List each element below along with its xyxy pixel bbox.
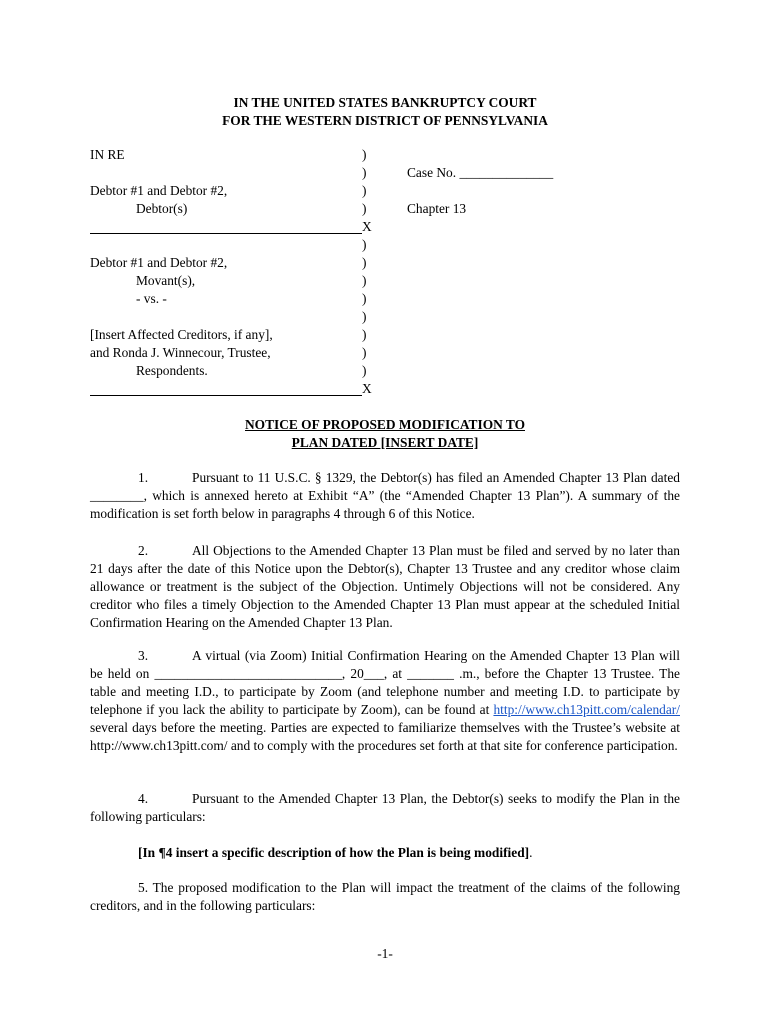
caption-paren: ) bbox=[362, 363, 367, 378]
paragraph-text: several days before the meeting. Parties are expected to familiarize themselves with the Trustee’s website at http://www.ch13pitt.com/ and to comply with the procedures set forth at that site for conference participation. bbox=[90, 720, 680, 753]
paragraph-text: Pursuant to the Amended Chapter 13 Plan, the Debtor(s) seeks to modify the Plan in the following particulars: bbox=[90, 791, 680, 824]
caption-paren: ) bbox=[362, 201, 367, 216]
movant-names: Debtor #1 and Debtor #2, bbox=[90, 255, 228, 270]
caption-paren: ) bbox=[362, 291, 367, 306]
case-caption bbox=[90, 146, 630, 406]
caption-x-mark: X bbox=[362, 381, 372, 396]
page-number: -1- bbox=[377, 946, 393, 961]
respondents-role: Respondents. bbox=[136, 363, 208, 378]
paragraph-number: 3. bbox=[138, 648, 149, 663]
debtor-role: Debtor(s) bbox=[136, 201, 188, 216]
paragraph-text: 5. The proposed modification to the Plan will impact the treatment of the claims of the following creditors, and in the following particulars: bbox=[90, 880, 680, 913]
paragraph-1 bbox=[90, 469, 680, 523]
paragraph-number: 2. bbox=[138, 543, 149, 558]
paragraph-text: Pursuant to 11 U.S.C. § 1329, the Debtor(s) has filed an Amended Chapter 13 Plan dated ________, which is annexed hereto at Exhibit “A” (the “Amended Chapter 13 Plan”). A summary of the modification is set forth below in paragraphs 4 through 6 of this Notice. bbox=[90, 470, 680, 521]
caption-paren: ) bbox=[362, 345, 367, 360]
modification-period: . bbox=[529, 845, 533, 860]
chapter-label: Chapter 13 bbox=[407, 201, 467, 216]
paragraph-text: A virtual (via Zoom) Initial Confirmation Hearing on the Amended Chapter 13 Plan will be held on ____________________________, 20___, at _______ .m., before the Chapter 13 Trustee. The table and meeting I.D., to participate by Zoom (and telephone number and meeting I.D. to participate by telephone if you lack the ability to participate by Zoom), can be found at bbox=[90, 648, 680, 717]
caption-paren: ) bbox=[362, 147, 367, 162]
notice-title bbox=[0, 416, 770, 452]
notice-title-line1: NOTICE OF PROPOSED MODIFICATION TO bbox=[245, 417, 525, 432]
modification-insert bbox=[138, 844, 698, 862]
movant-role: Movant(s), bbox=[136, 273, 196, 288]
caption-paren: ) bbox=[362, 183, 367, 198]
paragraph-2 bbox=[90, 542, 680, 632]
versus-label: - vs. - bbox=[136, 291, 167, 306]
court-district: FOR THE WESTERN DISTRICT OF PENNSYLVANIA bbox=[222, 113, 548, 128]
caption-divider bbox=[90, 233, 362, 234]
paragraph-number: 4. bbox=[138, 791, 149, 806]
case-number: Case No. ______________ bbox=[407, 165, 554, 180]
caption-paren: ) bbox=[362, 273, 367, 288]
modification-placeholder: [In ¶4 insert a specific description of how the Plan is being modified] bbox=[138, 845, 530, 860]
caption-paren: ) bbox=[362, 327, 367, 342]
debtor-names: Debtor #1 and Debtor #2, bbox=[90, 183, 228, 198]
caption-divider bbox=[90, 395, 362, 396]
paragraph-number: 1. bbox=[138, 470, 149, 485]
caption-paren: ) bbox=[362, 165, 367, 180]
caption-paren: ) bbox=[362, 309, 367, 324]
paragraph-text: All Objections to the Amended Chapter 13 Plan must be filed and served by no later than 21 days after the date of this Notice upon the Debtor(s), Chapter 13 Trustee and any creditor whose claim allowance or treatment is the subject of the Objection. Untimely Objections will not be considered. Any creditor who files a timely Objection to the Amended Chapter 13 Plan must appear at the scheduled Initial Confirmation Hearing on the Amended Chapter 13 Plan. bbox=[90, 543, 680, 630]
paragraph-3 bbox=[90, 647, 680, 755]
notice-title-line2: PLAN DATED [INSERT DATE] bbox=[291, 435, 479, 450]
court-heading bbox=[0, 94, 770, 130]
caption-paren: ) bbox=[362, 237, 367, 252]
affected-creditors: [Insert Affected Creditors, if any], bbox=[90, 327, 273, 342]
paragraph-5 bbox=[90, 879, 680, 915]
in-re-label: IN RE bbox=[90, 147, 125, 162]
caption-paren: ) bbox=[362, 255, 367, 270]
trustee-name: and Ronda J. Winnecour, Trustee, bbox=[90, 345, 271, 360]
caption-x-mark: X bbox=[362, 219, 372, 234]
calendar-link[interactable]: http://www.ch13pitt.com/calendar/ bbox=[493, 702, 680, 717]
court-name: IN THE UNITED STATES BANKRUPTCY COURT bbox=[233, 95, 537, 110]
paragraph-4 bbox=[90, 790, 680, 826]
